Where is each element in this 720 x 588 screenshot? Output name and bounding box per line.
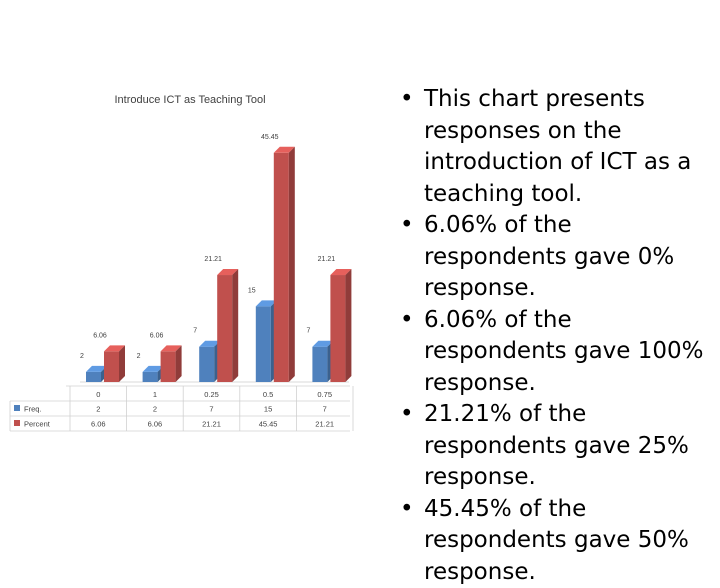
bullet-text: 6.06% of the respondents gave 0% response. <box>424 212 674 301</box>
bullet-icon: • <box>400 494 414 526</box>
table-cell: 7 <box>209 405 213 414</box>
legend-label: Percent <box>24 420 51 429</box>
bar-percent <box>161 351 176 382</box>
bar-side-face <box>119 345 125 382</box>
bullet-icon: • <box>400 84 414 116</box>
table-cell: 6.06 <box>91 420 106 429</box>
category-label: 1 <box>153 390 157 399</box>
data-label: 45.45 <box>261 134 279 141</box>
bullet-item <box>400 84 720 210</box>
bar-percent <box>217 275 232 382</box>
bullet-icon: • <box>400 399 414 431</box>
bullet-icon: • <box>400 305 414 337</box>
bar-freq <box>199 347 214 382</box>
bar-side-face <box>176 345 182 382</box>
data-label: 21.21 <box>318 256 336 263</box>
bullet-item <box>400 305 720 400</box>
table-cell: 6.06 <box>148 420 163 429</box>
table-cell: 45.45 <box>259 420 278 429</box>
legend-swatch <box>14 405 20 411</box>
table-cell: 21.21 <box>315 420 334 429</box>
category-label: 0.5 <box>263 390 273 399</box>
table-cell: 2 <box>153 405 157 414</box>
data-label: 15 <box>248 287 256 294</box>
bar-percent <box>274 153 289 382</box>
bar-percent <box>330 275 345 382</box>
data-label: 2 <box>80 353 84 360</box>
bullet-text: 45.45% of the respondents gave 50% response. <box>424 496 689 585</box>
bar-freq <box>312 347 327 382</box>
legend-label: Freq. <box>24 405 42 414</box>
table-cell: 21.21 <box>202 420 221 429</box>
table-cell: 15 <box>264 405 272 414</box>
bullet-text: 6.06% of the respondents gave 100% response. <box>424 307 704 396</box>
category-label: 0 <box>96 390 100 399</box>
data-label: 2 <box>137 353 141 360</box>
bar-chart <box>0 0 390 540</box>
bar-side-face <box>345 269 351 382</box>
table-cell: 7 <box>323 405 327 414</box>
data-label: 21.21 <box>204 256 222 263</box>
bar-percent <box>104 351 119 382</box>
bullet-text: This chart presents responses on the introduction of ICT as a teaching tool. <box>424 86 691 207</box>
bullet-list <box>400 84 720 588</box>
data-label: 6.06 <box>93 332 107 339</box>
bullet-item <box>400 494 720 588</box>
bar-freq <box>86 372 101 382</box>
legend-swatch <box>14 420 20 426</box>
chart-title: Introduce ICT as Teaching Tool <box>114 94 265 106</box>
table-cell: 2 <box>96 405 100 414</box>
bar-side-face <box>289 147 295 382</box>
data-label: 7 <box>193 328 197 335</box>
bar-side-face <box>232 269 238 382</box>
category-label: 0.75 <box>317 390 332 399</box>
category-label: 0.25 <box>204 390 219 399</box>
bullet-item <box>400 399 720 494</box>
data-label: 7 <box>306 328 310 335</box>
bullet-icon: • <box>400 210 414 242</box>
bullet-item <box>400 210 720 305</box>
bar-freq <box>256 306 271 382</box>
bullet-text: 21.21% of the respondents gave 25% response. <box>424 401 689 490</box>
bar-freq <box>143 372 158 382</box>
data-label: 6.06 <box>150 332 164 339</box>
